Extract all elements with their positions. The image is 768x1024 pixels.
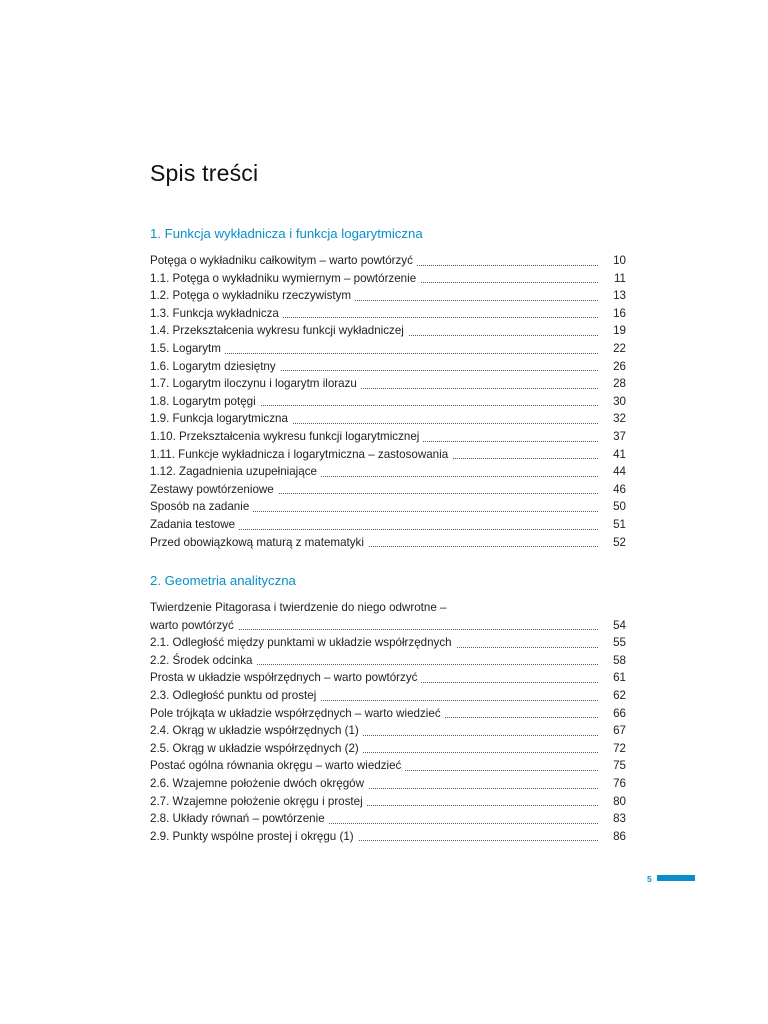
- toc-entry[interactable]: [150, 516, 626, 534]
- toc-entry[interactable]: [150, 775, 626, 793]
- section-heading: 2. Geometria analityczna: [150, 573, 296, 588]
- toc-entry-title: Zadania testowe: [150, 516, 239, 534]
- toc-entry[interactable]: [150, 375, 626, 393]
- toc-entry-title: warto powtórzyć: [150, 617, 238, 635]
- toc-entry-page: 67: [600, 722, 626, 740]
- toc-entry[interactable]: [150, 634, 626, 652]
- toc-entry[interactable]: [150, 810, 626, 828]
- toc-entry-title: 1.7. Logarytm iloczynu i logarytm ilorazu: [150, 375, 361, 393]
- toc-entry-page: 32: [600, 410, 626, 428]
- toc-entry-page: 22: [600, 340, 626, 358]
- toc-list: [150, 599, 626, 845]
- toc-entry-page: 58: [600, 652, 626, 670]
- toc-entry-page: 13: [600, 287, 626, 305]
- toc-entry-page: 52: [600, 534, 626, 552]
- toc-entry[interactable]: [150, 617, 626, 635]
- toc-entry-title: 2.5. Okrąg w układzie współrzędnych (2): [150, 740, 363, 758]
- page-number: 5: [647, 874, 652, 884]
- toc-entry-title: 1.11. Funkcje wykładnicza i logarytmiczna – zastosowania: [150, 446, 452, 464]
- toc-entry-page: 30: [600, 393, 626, 411]
- toc-entry-page: 62: [600, 687, 626, 705]
- toc-entry-page: 37: [600, 428, 626, 446]
- toc-entry-page: 80: [600, 793, 626, 811]
- toc-entry-title: 1.3. Funkcja wykładnicza: [150, 305, 283, 323]
- toc-entry[interactable]: [150, 410, 626, 428]
- toc-entry-title: 1.8. Logarytm potęgi: [150, 393, 260, 411]
- toc-entry-title: 2.2. Środek odcinka: [150, 652, 256, 670]
- toc-entry[interactable]: [150, 446, 626, 464]
- toc-entry[interactable]: [150, 428, 626, 446]
- toc-entry[interactable]: [150, 287, 626, 305]
- toc-entry-title: Przed obowiązkową maturą z matematyki: [150, 534, 368, 552]
- toc-entry[interactable]: [150, 740, 626, 758]
- toc-entry-title: 1.4. Przekształcenia wykresu funkcji wykładniczej: [150, 322, 408, 340]
- toc-entry[interactable]: [150, 669, 626, 687]
- toc-entry-page: 41: [600, 446, 626, 464]
- toc-entry-title: 2.9. Punkty wspólne prostej i okręgu (1): [150, 828, 358, 846]
- toc-entry-page: 10: [600, 252, 626, 270]
- toc-entry-title: 1.5. Logarytm: [150, 340, 225, 358]
- toc-entry[interactable]: [150, 705, 626, 723]
- page-title: Spis treści: [150, 160, 259, 186]
- toc-entry-title-line: Twierdzenie Pitagorasa i twierdzenie do niego odwrotne –: [150, 601, 447, 614]
- toc-entry[interactable]: [150, 305, 626, 323]
- toc-entry-page: 75: [600, 757, 626, 775]
- toc-entry-page: 66: [600, 705, 626, 723]
- toc-entry-title: 2.1. Odległość między punktami w układzie współrzędnych: [150, 634, 456, 652]
- toc-entry-page: 46: [600, 481, 626, 499]
- toc-entry[interactable]: [150, 793, 626, 811]
- toc-entry-page: 26: [600, 358, 626, 376]
- page-accent-bar: [657, 875, 695, 881]
- toc-list: [150, 252, 626, 551]
- toc-entry[interactable]: [150, 687, 626, 705]
- toc-entry-title: Pole trójkąta w układzie współrzędnych – warto wiedzieć: [150, 705, 445, 723]
- toc-entry[interactable]: [150, 322, 626, 340]
- toc-entry-title: 1.10. Przekształcenia wykresu funkcji logarytmicznej: [150, 428, 423, 446]
- toc-entry[interactable]: [150, 757, 626, 775]
- toc-entry-page: 76: [600, 775, 626, 793]
- toc-section-2: [150, 572, 626, 845]
- toc-entry-page: 54: [600, 617, 626, 635]
- toc-entry-title: 1.9. Funkcja logarytmiczna: [150, 410, 292, 428]
- toc-entry-title: 1.1. Potęga o wykładniku wymiernym – powtórzenie: [150, 270, 420, 288]
- toc-entry[interactable]: [150, 270, 626, 288]
- toc-entry-title: Postać ogólna równania okręgu – warto wiedzieć: [150, 757, 405, 775]
- toc-entry-page: 72: [600, 740, 626, 758]
- toc-entry[interactable]: [150, 534, 626, 552]
- toc-entry[interactable]: [150, 828, 626, 846]
- toc-entry-title: Zestawy powtórzeniowe: [150, 481, 278, 499]
- toc-entry-page: 83: [600, 810, 626, 828]
- toc-entry-title: 1.12. Zagadnienia uzupełniające: [150, 463, 321, 481]
- toc-entry-title: 2.3. Odległość punktu od prostej: [150, 687, 320, 705]
- toc-entry-page: 44: [600, 463, 626, 481]
- toc-entry-title: 2.4. Okrąg w układzie współrzędnych (1): [150, 722, 363, 740]
- toc-entry-title: Prosta w układzie współrzędnych – warto powtórzyć: [150, 669, 421, 687]
- toc-section-1: [150, 225, 626, 551]
- toc-entry-page: 55: [600, 634, 626, 652]
- toc-entry-page: 86: [600, 828, 626, 846]
- section-heading: 1. Funkcja wykładnicza i funkcja logarytmiczna: [150, 226, 423, 241]
- toc-entry-page: 11: [600, 270, 626, 288]
- toc-entry[interactable]: [150, 498, 626, 516]
- toc-entry-page: 28: [600, 375, 626, 393]
- toc-entry-title: 2.8. Układy równań – powtórzenie: [150, 810, 329, 828]
- toc-entry-page: 19: [600, 322, 626, 340]
- toc-entry[interactable]: [150, 340, 626, 358]
- toc-entry[interactable]: [150, 652, 626, 670]
- toc-entry[interactable]: [150, 252, 626, 270]
- toc-entry-page: 16: [600, 305, 626, 323]
- toc-entry[interactable]: [150, 358, 626, 376]
- toc-entry-title: 2.6. Wzajemne położenie dwóch okręgów: [150, 775, 368, 793]
- toc-entry-title: 1.6. Logarytm dziesiętny: [150, 358, 280, 376]
- toc-entry[interactable]: [150, 393, 626, 411]
- toc-entry[interactable]: [150, 463, 626, 481]
- toc-entry-page: 61: [600, 669, 626, 687]
- toc-entry-title: 1.2. Potęga o wykładniku rzeczywistym: [150, 287, 355, 305]
- toc-entry[interactable]: [150, 722, 626, 740]
- toc-entry-line: [150, 599, 626, 617]
- toc-entry-page: 50: [600, 498, 626, 516]
- toc-entry-title: 2.7. Wzajemne położenie okręgu i prostej: [150, 793, 367, 811]
- toc-entry[interactable]: [150, 481, 626, 499]
- toc-entry-title: Potęga o wykładniku całkowitym – warto powtórzyć: [150, 252, 417, 270]
- toc-entry-page: 51: [600, 516, 626, 534]
- toc-entry-title: Sposób na zadanie: [150, 498, 253, 516]
